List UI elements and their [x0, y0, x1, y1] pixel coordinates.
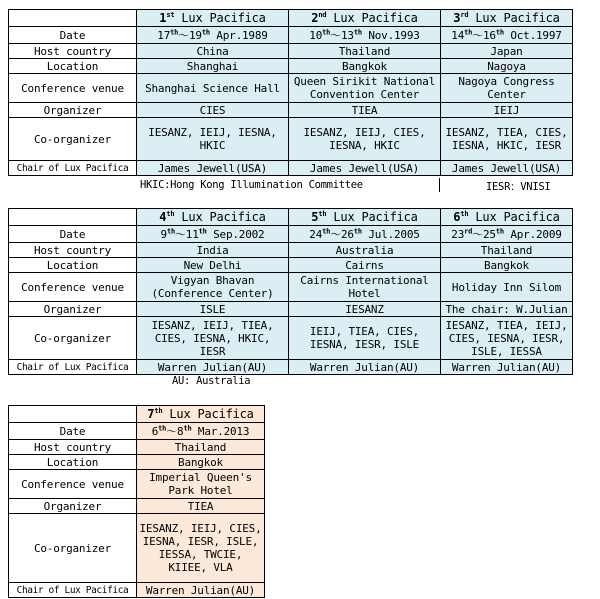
location-cell: Bangkok: [441, 258, 573, 273]
coorganizer-cell: IESANZ, TIEA, CIES, IESNA, HKIC, IESR: [441, 118, 573, 161]
event-header: 2nd Lux Pacifica: [289, 10, 441, 27]
coorganizer-cell: IESANZ, IEIJ, CIES, IESNA, HKIC: [289, 118, 441, 161]
chair-cell: Warren Julian(AU): [137, 583, 265, 598]
header-blank-cell: [9, 10, 137, 27]
note-au: AU: Australia: [172, 375, 251, 387]
host-cell: China: [137, 44, 289, 59]
coorganizer-cell: IESANZ, IEIJ, IESNA, HKIC: [137, 118, 289, 161]
host-cell: India: [137, 243, 289, 258]
row-label-location: Location: [9, 258, 137, 273]
header-blank-cell: [9, 209, 137, 226]
location-cell: Shanghai: [137, 59, 289, 74]
event-header: 5th Lux Pacifica: [289, 209, 441, 226]
row-label-venue: Conference venue: [9, 273, 137, 302]
row-label-coorganizer: Co-organizer: [9, 317, 137, 360]
row-label-chair: Chair of Lux Pacifica: [9, 360, 137, 375]
note-hkic: HKIC:Hong Kong Illumination Committee: [140, 179, 363, 191]
date-cell: 9th～11th Sep.2002: [137, 226, 289, 243]
organizer-cell: TIEA: [289, 103, 441, 118]
date-cell: 6th～8th Mar.2013: [137, 423, 265, 440]
organizer-cell: TIEA: [137, 499, 265, 514]
chair-cell: Warren Julian(AU): [137, 360, 289, 375]
chair-cell: Warren Julian(AU): [441, 360, 573, 375]
location-cell: New Delhi: [137, 258, 289, 273]
row-label-coorganizer: Co-organizer: [9, 118, 137, 161]
venue-cell: Imperial Queen's Park Hotel: [137, 470, 265, 499]
organizer-cell: IESANZ: [289, 302, 441, 317]
event-header: 7th Lux Pacifica: [137, 406, 265, 423]
organizer-cell: IEIJ: [441, 103, 573, 118]
location-cell: Bangkok: [137, 455, 265, 470]
row-label-coorganizer: Co-organizer: [9, 514, 137, 583]
date-cell: 23rd～25th Apr.2009: [441, 226, 573, 243]
chair-cell: James Jewell(USA): [137, 161, 289, 176]
venue-cell: Holiday Inn Silom: [441, 273, 573, 302]
lux-pacifica-table-3: [8, 405, 265, 598]
location-cell: Cairns: [289, 258, 441, 273]
venue-cell: Vigyan Bhavan (Conference Center): [137, 273, 289, 302]
row-label-organizer: Organizer: [9, 499, 137, 514]
chair-cell: James Jewell(USA): [441, 161, 573, 176]
row-label-chair: Chair of Lux Pacifica: [9, 161, 137, 176]
event-header: 4th Lux Pacifica: [137, 209, 289, 226]
row-label-host: Host country: [9, 44, 137, 59]
venue-cell: Queen Sirikit National Convention Center: [289, 74, 441, 103]
header-blank-cell: [9, 406, 137, 423]
row-label-date: Date: [9, 423, 137, 440]
organizer-cell: ISLE: [137, 302, 289, 317]
host-cell: Japan: [441, 44, 573, 59]
location-cell: Bangkok: [289, 59, 441, 74]
coorganizer-cell: IESANZ, IEIJ, TIEA, CIES, IESNA, HKIC, IESR: [137, 317, 289, 360]
host-cell: Thailand: [441, 243, 573, 258]
row-label-date: Date: [9, 226, 137, 243]
date-cell: 17th～19th Apr.1989: [137, 27, 289, 44]
lux-pacifica-table-2: [8, 208, 573, 375]
event-header: 3rd Lux Pacifica: [441, 10, 573, 27]
host-cell: Australia: [289, 243, 441, 258]
venue-cell: Cairns International Hotel: [289, 273, 441, 302]
note-iesr: IESR：VNISI: [486, 181, 551, 193]
host-cell: Thailand: [137, 440, 265, 455]
date-cell: 24th～26th Jul.2005: [289, 226, 441, 243]
chair-cell: Warren Julian(AU): [289, 360, 441, 375]
event-header: 6th Lux Pacifica: [441, 209, 573, 226]
venue-cell: Nagoya Congress Center: [441, 74, 573, 103]
venue-cell: Shanghai Science Hall: [137, 74, 289, 103]
date-cell: 10th～13th Nov.1993: [289, 27, 441, 44]
coorganizer-cell: IEIJ, TIEA, CIES, IESNA, IESR, ISLE: [289, 317, 441, 360]
lux-pacifica-table-1: [8, 9, 573, 176]
coorganizer-cell: IESANZ, TIEA, IEIJ, CIES, IESNA, IESR, ISLE, IESSA: [441, 317, 573, 360]
row-label-organizer: Organizer: [9, 103, 137, 118]
row-label-location: Location: [9, 455, 137, 470]
note-divider: [439, 178, 440, 192]
row-label-date: Date: [9, 27, 137, 44]
organizer-cell: CIES: [137, 103, 289, 118]
coorganizer-cell: IESANZ, IEIJ, CIES, IESNA, IESR, ISLE, IESSA, TWCIE, KIIEE, VLA: [137, 514, 265, 583]
row-label-organizer: Organizer: [9, 302, 137, 317]
date-cell: 14th～16th Oct.1997: [441, 27, 573, 44]
host-cell: Thailand: [289, 44, 441, 59]
row-label-host: Host country: [9, 440, 137, 455]
row-label-chair: Chair of Lux Pacifica: [9, 583, 137, 598]
row-label-host: Host country: [9, 243, 137, 258]
chair-cell: James Jewell(USA): [289, 161, 441, 176]
organizer-cell: The chair: W.Julian: [441, 302, 573, 317]
row-label-location: Location: [9, 59, 137, 74]
row-label-venue: Conference venue: [9, 74, 137, 103]
event-header: 1st Lux Pacifica: [137, 10, 289, 27]
row-label-venue: Conference venue: [9, 470, 137, 499]
location-cell: Nagoya: [441, 59, 573, 74]
